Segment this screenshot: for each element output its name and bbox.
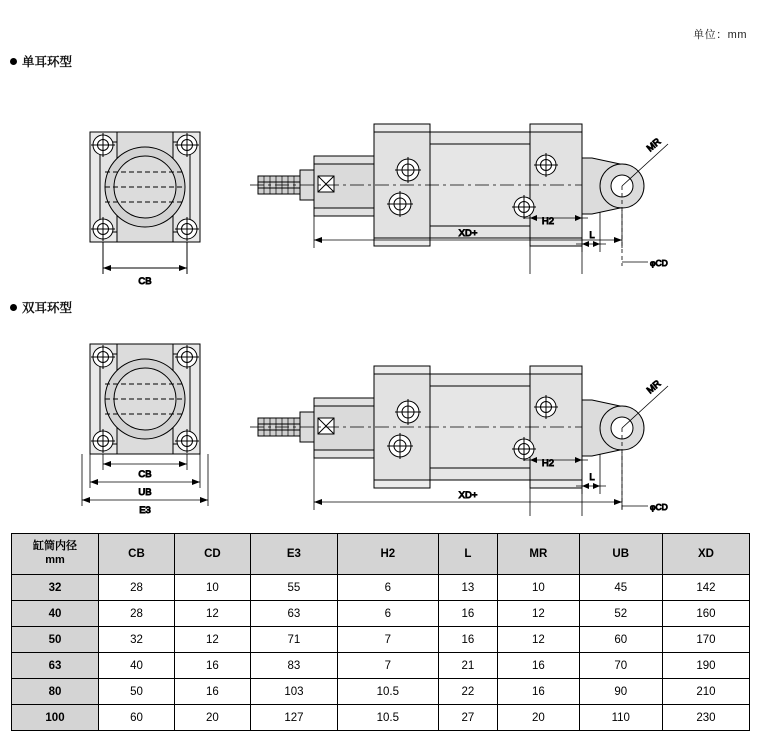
cell-xd: 190: [662, 653, 749, 679]
table-header: [12, 534, 750, 575]
cell-mr: 10: [498, 575, 579, 601]
cell-cd: 10: [174, 575, 250, 601]
label-mr: MR: [644, 136, 664, 155]
cell-cd: 20: [174, 705, 250, 731]
label-mr: MR: [644, 378, 664, 397]
label-cd: φCD: [650, 258, 668, 268]
cell-cb: 60: [99, 705, 175, 731]
cell-cd: 16: [174, 679, 250, 705]
cell-xd: 230: [662, 705, 749, 731]
cell-bore: 32: [12, 575, 99, 601]
cell-bore: 63: [12, 653, 99, 679]
label-e3: E3: [139, 505, 151, 516]
label-h2: H2: [541, 458, 555, 469]
unit-note: 单位：mm: [693, 29, 747, 41]
table-row: [12, 575, 750, 601]
cell-cb: 40: [99, 653, 175, 679]
cell-xd: 160: [662, 601, 749, 627]
table-header-mr: MR: [498, 534, 579, 575]
table-header-bore-line2: mm: [45, 554, 65, 566]
spec-table: [11, 533, 750, 731]
cell-xd: 170: [662, 627, 749, 653]
table-header-bore: [12, 534, 99, 575]
cell-e3: 83: [250, 653, 337, 679]
cell-e3: 63: [250, 601, 337, 627]
cell-xd: 210: [662, 679, 749, 705]
single-end-view: [90, 132, 200, 287]
cell-xd: 142: [662, 575, 749, 601]
label-l: L: [589, 472, 595, 483]
cell-e3: 55: [250, 575, 337, 601]
cell-mr: 16: [498, 653, 579, 679]
table-row: [12, 627, 750, 653]
cell-h2: 7: [337, 627, 438, 653]
label-ub: UB: [138, 487, 152, 498]
table-row: [12, 601, 750, 627]
table-header-cb: CB: [99, 534, 175, 575]
cell-ub: 60: [579, 627, 662, 653]
single-side-view: [250, 124, 668, 274]
label-cb: CB: [138, 276, 152, 287]
cell-mr: 16: [498, 679, 579, 705]
double-side-view: [250, 366, 668, 516]
cell-h2: 6: [337, 575, 438, 601]
cell-mr: 20: [498, 705, 579, 731]
cell-h2: 7: [337, 653, 438, 679]
table-header-row: [12, 534, 750, 575]
label-h2: H2: [541, 216, 555, 227]
cell-cb: 50: [99, 679, 175, 705]
cell-mr: 12: [498, 601, 579, 627]
table-row: [12, 653, 750, 679]
table-header-h2: H2: [337, 534, 438, 575]
table-row: [12, 705, 750, 731]
cell-ub: 90: [579, 679, 662, 705]
table-header-ub: UB: [579, 534, 662, 575]
cell-e3: 127: [250, 705, 337, 731]
cell-l: 27: [438, 705, 497, 731]
table-header-bore-line1: 缸筒内径: [33, 540, 77, 553]
cell-bore: 80: [12, 679, 99, 705]
cell-bore: 40: [12, 601, 99, 627]
table-header-e3: E3: [250, 534, 337, 575]
label-xd: XD+: [458, 490, 478, 501]
cell-l: 16: [438, 601, 497, 627]
drawing-single-clevis: [0, 52, 761, 322]
cell-ub: 52: [579, 601, 662, 627]
cell-h2: 10.5: [337, 679, 438, 705]
cell-cd: 12: [174, 627, 250, 653]
table-body: [12, 575, 750, 731]
table-header-xd: XD: [662, 534, 749, 575]
cell-cb: 32: [99, 627, 175, 653]
double-end-view: [82, 344, 208, 516]
cell-e3: 71: [250, 627, 337, 653]
section-title-text: 单耳环型: [22, 55, 73, 69]
cell-h2: 10.5: [337, 705, 438, 731]
section-title-text: 双耳环型: [22, 301, 73, 315]
cell-cb: 28: [99, 575, 175, 601]
label-cb: CB: [138, 469, 152, 480]
table-row: [12, 679, 750, 705]
cell-bore: 50: [12, 627, 99, 653]
cell-mr: 12: [498, 627, 579, 653]
cell-ub: 110: [579, 705, 662, 731]
cell-h2: 6: [337, 601, 438, 627]
cell-l: 16: [438, 627, 497, 653]
cell-l: 21: [438, 653, 497, 679]
label-l: L: [589, 230, 595, 241]
cell-cb: 28: [99, 601, 175, 627]
cell-bore: 100: [12, 705, 99, 731]
cell-l: 13: [438, 575, 497, 601]
label-xd: XD+: [458, 228, 478, 239]
table-header-cd: CD: [174, 534, 250, 575]
label-cd: φCD: [650, 502, 668, 512]
cell-e3: 103: [250, 679, 337, 705]
drawing-double-clevis: [0, 330, 761, 565]
table-header-l: L: [438, 534, 497, 575]
cell-ub: 70: [579, 653, 662, 679]
cell-ub: 45: [579, 575, 662, 601]
cell-l: 22: [438, 679, 497, 705]
cell-cd: 12: [174, 601, 250, 627]
cell-cd: 16: [174, 653, 250, 679]
